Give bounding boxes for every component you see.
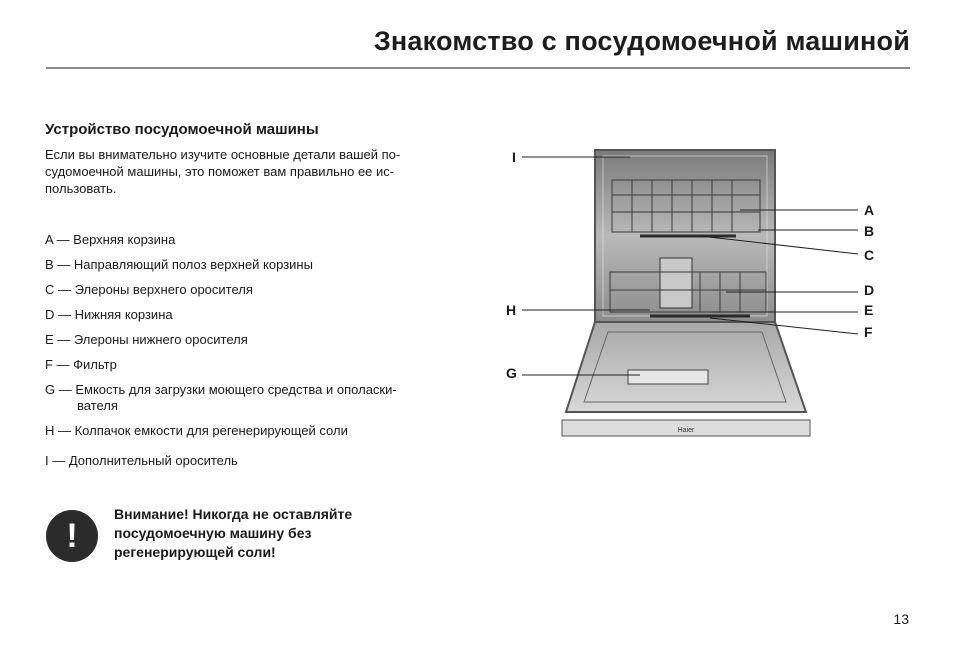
warning-line: регенерирующей соли! — [114, 544, 276, 560]
detergent-dispenser — [628, 370, 708, 384]
intro-line: пользовать. — [45, 181, 117, 196]
callout-label-h: H — [506, 302, 517, 318]
legend-item-a: A — Верхняя корзина — [45, 232, 176, 247]
callout-label-c: C — [864, 247, 875, 263]
warning-message — [114, 505, 414, 562]
section-heading: Устройство посудомоечной машины — [45, 121, 319, 138]
callout-label-e: E — [864, 302, 874, 318]
warning-exclamation-icon: ! — [46, 510, 98, 562]
intro-paragraph — [45, 146, 465, 197]
open-door — [566, 322, 806, 412]
warning-line: посудомоечную машину без — [114, 525, 312, 541]
legend-item-d: D — Нижняя корзина — [45, 307, 173, 322]
legend-item-c: C — Элероны верхнего оросителя — [45, 282, 253, 297]
legend-item-b: B — Направляющий полоз верхней корзины — [45, 257, 313, 272]
dishwasher-diagram — [500, 140, 890, 440]
callout-label-i: I — [512, 149, 516, 165]
intro-line: Если вы внимательно изучите основные детали вашей по- — [45, 147, 401, 162]
callout-label-g: G — [506, 365, 517, 381]
title-divider — [46, 67, 910, 69]
callout-label-b: B — [864, 223, 875, 239]
intro-line: судомоечной машины, это поможет вам правильно ее ис- — [45, 164, 395, 179]
callout-label-a: A — [864, 202, 875, 218]
page-number: 13 — [893, 611, 909, 627]
legend-item-i: I — Дополнительный ороситель — [45, 453, 238, 468]
warning-line: Внимание! Никогда не оставляйте — [114, 506, 353, 522]
legend-item-g-continuation: вателя — [77, 398, 118, 413]
cutlery-basket — [660, 258, 692, 308]
legend-item-e: E — Элероны нижнего оросителя — [45, 332, 248, 347]
page-title: Знакомство с посудомоечной машиной — [373, 26, 910, 56]
callout-label-d: D — [864, 282, 875, 298]
legend-item-f: F — Фильтр — [45, 357, 117, 372]
legend-item-h: H — Колпачок емкости для регенерирующей соли — [45, 423, 348, 438]
callout-label-f: F — [864, 324, 873, 340]
brand-logo: Haier — [677, 427, 695, 434]
legend-item-g: G — Емкость для загрузки моющего средства и ополаски- — [45, 382, 397, 397]
dishwasher-photo — [562, 150, 810, 436]
